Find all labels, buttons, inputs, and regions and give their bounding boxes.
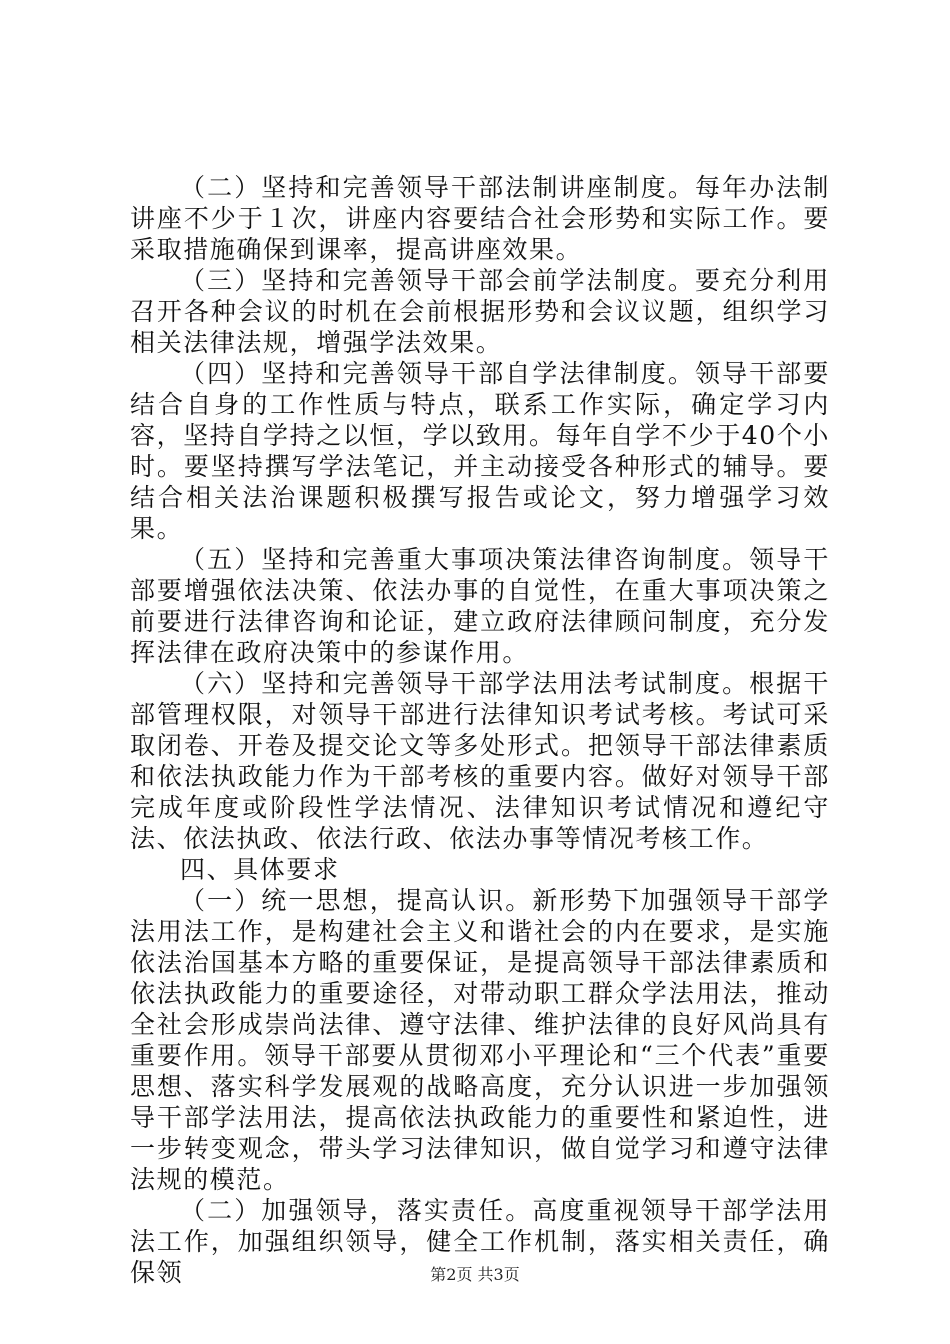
document-body — [130, 172, 830, 1288]
paragraph-legal-consultation: （五）坚持和完善重大事项决策法律咨询制度。领导干部要增强依法决策、依法办事的自觉性，在重大事项决策之前要进行法律咨询和论证，建立政府法律顾问制度，充分发挥法律在政府决策中的参谋作用。 — [130, 545, 830, 667]
paragraph-exam-system: （六）坚持和完善领导干部学法用法考试制度。根据干部管理权限，对领导干部进行法律知识考试考核。考试可采取闭卷、开卷及提交论文等多处形式。把领导干部法律素质和依法执政能力作为干部考核的重要内容。做好对领导干部完成年度或阶段性学法情况、法律知识考试情况和遵纪守法、依法执政、依法行政、依法办事等情况考核工作。 — [130, 669, 830, 853]
page-footer: 第2页 共3页 — [430, 1265, 520, 1284]
paragraph-self-study: （四）坚持和完善领导干部自学法律制度。领导干部要结合自身的工作性质与特点，联系工作实际，确定学习内容，坚持自学持之以恒，学以致用。每年自学不少于40个小时。要坚持撰写学法笔记，并主动接受各种形式的辅导。要结合相关法治课题积极撰写报告或论文，努力增强学习效果。 — [130, 359, 831, 543]
paragraph-lecture-system: （二）坚持和完善领导干部法制讲座制度。每年办法制讲座不少于１次，讲座内容要结合社会形势和实际工作。要采取措施确保到课率，提高讲座效果。 — [130, 173, 830, 264]
section-heading: 四、具体要求 — [180, 855, 340, 884]
paragraph-unify-thinking: （一）统一思想，提高认识。新形势下加强领导干部学法用法工作，是构建社会主义和谐社会的内在要求，是实施依法治国基本方略的重要保证，是提高领导干部法律素质和依法执政能力的重要途径，对带动职工群众学法用法，推动全社会形成崇尚法律、遵守法律、维护法律的良好风尚具有重要作用。领导干部要从贯彻邓小平理论和“三个代表”重要思想、落实科学发展观的战略高度，充分认识进一步加强领导干部学法用法，提高依法执政能力的重要性和紧迫性，进一步转变观念，带头学习法律知识，做自觉学习和遵守法律法规的模范。 — [130, 886, 830, 1194]
paragraph-strengthen-leadership: （二）加强领导，落实责任。高度重视领导干部学法用法工作，加强组织领导，健全工作机制，落实相关责任，确保领 — [130, 1196, 830, 1287]
paragraph-pre-meeting-study: （三）坚持和完善领导干部会前学法制度。要充分利用召开各种会议的时机在会前根据形势和会议议题，组织学习相关法律法规，增强学法效果。 — [130, 266, 830, 357]
